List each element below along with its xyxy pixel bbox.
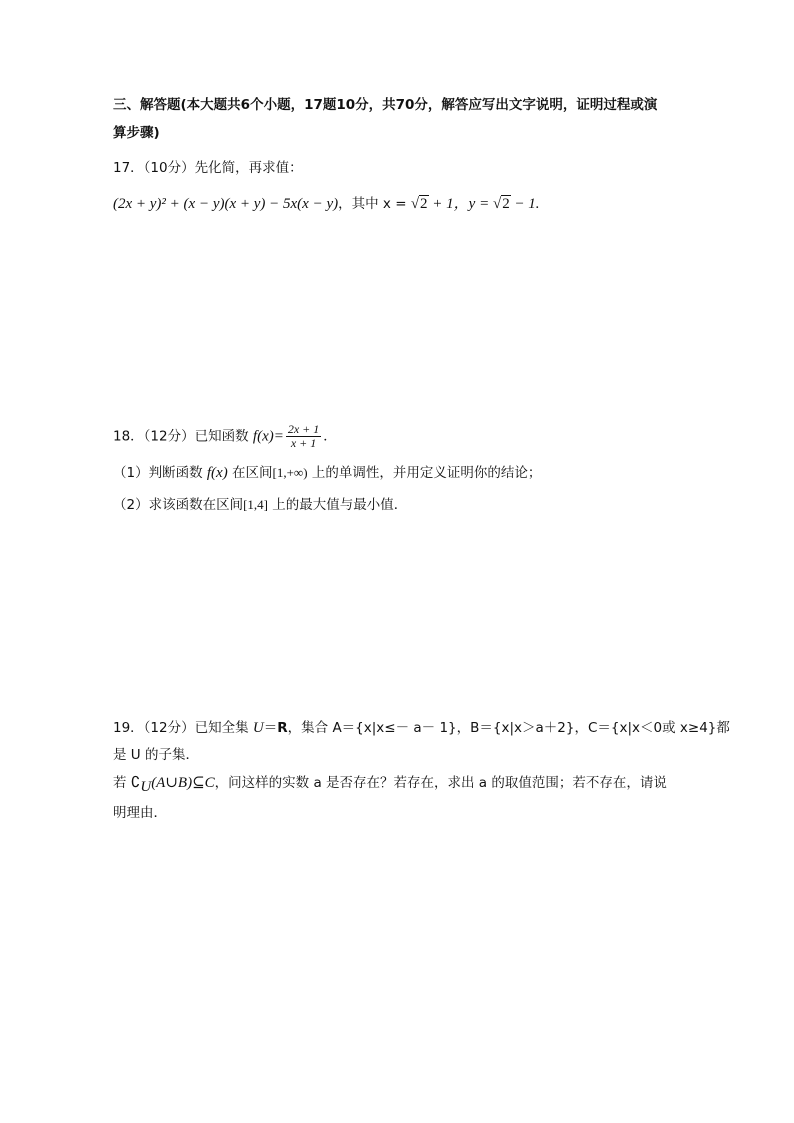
q17-expression: (2x + y)² + (x − y)(x + y) − 5x(x − y) bbox=[113, 196, 339, 212]
q17-y-radicand: 2 bbox=[502, 196, 510, 212]
q18-part1-suffix: 上的单调性，并用定义证明你的结论； bbox=[307, 465, 542, 481]
q18-header-suffix: ． bbox=[323, 428, 337, 445]
q19-line4: 明理由． bbox=[113, 805, 167, 821]
q17-header: 17．（10分）先化简，再求值： bbox=[113, 160, 303, 176]
q19-line3-prefix: 若 bbox=[113, 775, 131, 791]
section-title-line1: 三、解答题(本大题共6个小题，17题10分，共70分，解答应写出文字说明，证明过程或演 bbox=[113, 97, 658, 113]
q19-line2: 是 U 的子集． bbox=[113, 747, 199, 763]
q18-part2-suffix: 上的最大值与最小值． bbox=[268, 497, 408, 513]
q18-part2 bbox=[113, 495, 407, 515]
q18-fraction-numerator: 2x + 1 bbox=[287, 422, 320, 436]
q19-line1-prefix: 19．（12分）已知全集 bbox=[113, 720, 253, 736]
q19-line1 bbox=[113, 718, 730, 738]
q19-line3 bbox=[113, 773, 667, 797]
q18-part1-mid: 在区间 bbox=[227, 465, 273, 481]
q18-header bbox=[113, 423, 337, 450]
q17-x-radicand: 2 bbox=[420, 196, 428, 212]
q18-func-lhs: f(x)= bbox=[252, 428, 284, 445]
q17-y-tail: − 1. bbox=[510, 196, 540, 212]
q19-sets: ，集合 A＝{x|x≤－ a－ 1}，B＝{x|x＞a＋2}，C＝{x|x＜0或 x≥4}都 bbox=[287, 720, 730, 736]
q19-reals: R bbox=[277, 720, 288, 736]
q18-part1-interval: [1,+∞) bbox=[272, 465, 308, 480]
q17-x-tail: + 1， bbox=[428, 196, 469, 212]
q19-complement-symbol: ∁ bbox=[130, 775, 141, 791]
q18-part1-func: f(x) bbox=[206, 465, 228, 481]
q17-condition-prefix: ，其中 x = bbox=[338, 196, 411, 212]
q18-part2-prefix: （2）求该函数在区间 bbox=[113, 497, 244, 513]
section-title-line2: 算步骤) bbox=[113, 125, 160, 141]
q19-equals: ＝ bbox=[263, 720, 278, 736]
q18-part1 bbox=[113, 463, 541, 483]
q17-x-sqrt: √2 bbox=[410, 196, 428, 212]
q18-part1-prefix: （1）判断函数 bbox=[113, 465, 207, 481]
q19-complement-subscript: U bbox=[140, 778, 152, 795]
q19-set-expression: (A∪B)⊆C bbox=[151, 775, 215, 791]
q18-fraction bbox=[286, 423, 321, 450]
q17-expression-line bbox=[113, 194, 540, 214]
q18-fraction-denominator: x + 1 bbox=[290, 436, 317, 450]
q18-header-prefix: 18．（12分）已知函数 bbox=[113, 428, 253, 445]
q19-line3-suffix: ，问这样的实数 a 是否存在？若存在，求出 a 的取值范围；若不存在，请说 bbox=[214, 775, 667, 791]
q17-y-sqrt: √2 bbox=[492, 196, 510, 212]
q19-universal-set: U bbox=[252, 720, 264, 736]
q17-y-prefix: y = bbox=[468, 196, 493, 212]
q18-part2-interval: [1,4] bbox=[243, 497, 269, 512]
